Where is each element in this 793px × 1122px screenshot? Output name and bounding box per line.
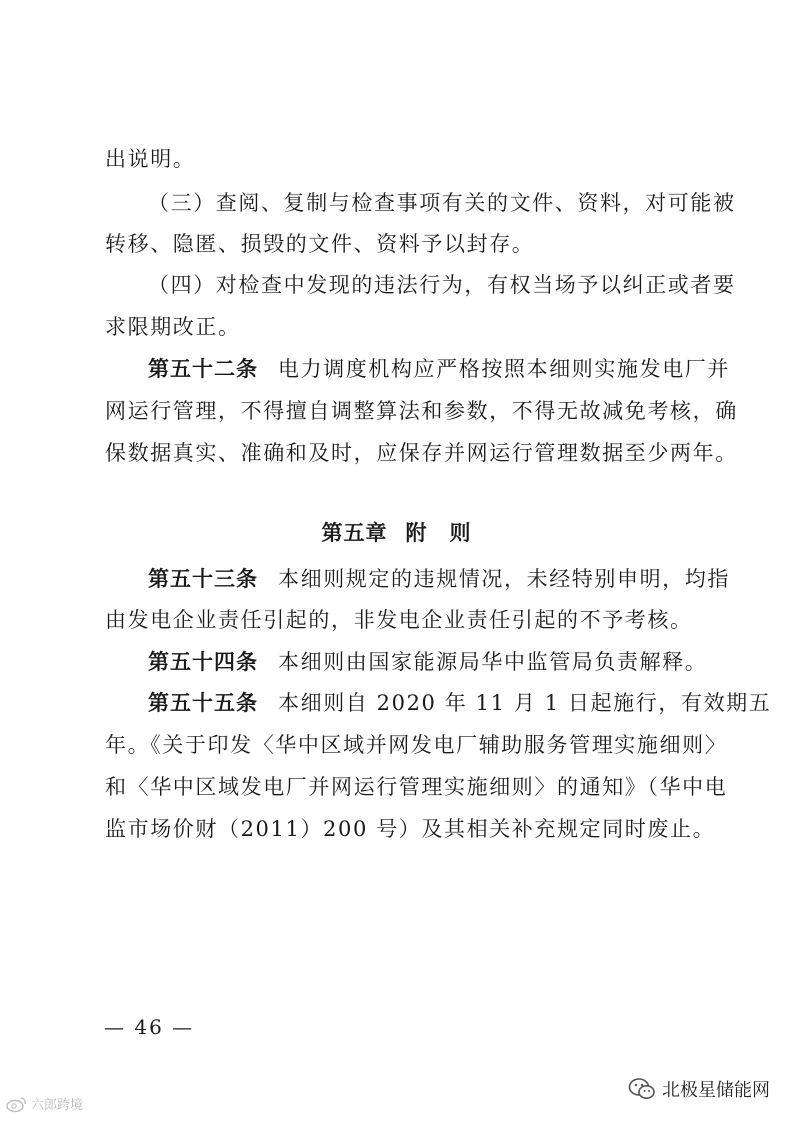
chapter-heading <box>0 518 793 548</box>
paragraph-line: 年。《关于印发〈华中区域并网发电厂辅助服务管理实施细则〉 <box>105 733 728 757</box>
chapter-title: 附 则 <box>405 521 472 545</box>
article-line <box>148 688 771 718</box>
article-line <box>148 564 730 594</box>
paragraph-line: 由发电企业责任引起的，非发电企业责任引起的不予考核。 <box>105 608 693 632</box>
article-label: 第五十四条 <box>148 650 258 674</box>
article-text: 本细则由国家能源局华中监管局负责解释。 <box>278 650 708 674</box>
wechat-logo-icon <box>628 1077 656 1101</box>
article-label: 第五十五条 <box>148 691 258 715</box>
watermark-left-text: 六郎跨境 <box>31 1098 84 1113</box>
paragraph-line: 监市场价财（2011）200 号）及其相关补充规定同时废止。 <box>105 817 716 841</box>
watermark-right <box>628 1076 770 1102</box>
watermark-right-text: 北极星储能网 <box>662 1080 770 1101</box>
paragraph-line: 求限期改正。 <box>105 315 241 339</box>
paragraph-line: 和〈华中区域发电厂并网运行管理实施细则〉的通知》（华中电 <box>105 775 728 799</box>
article-line <box>148 647 707 677</box>
article-text: 电力调度机构应严格按照本细则实施发电厂并 <box>278 357 730 381</box>
paragraph-line: 出说明。 <box>105 147 196 171</box>
paragraph-line: 保数据真实、准确和及时，应保存并网运行管理数据至少两年。 <box>105 441 738 465</box>
paragraph-line: （四）对检查中发现的违法行为，有权当场予以纠正或者要 <box>148 273 736 297</box>
paragraph-line: 转移、隐匿、损毁的文件、资料予以封存。 <box>105 232 535 256</box>
page-number: — 46 — <box>104 1015 195 1039</box>
article-text: 本细则规定的违规情况，未经特别申明，均指 <box>278 567 730 591</box>
article-label: 第五十二条 <box>148 357 258 381</box>
article-line <box>148 354 730 384</box>
article-label: 第五十三条 <box>148 567 258 591</box>
weibo-logo-icon <box>6 1095 28 1113</box>
article-text: 本细则自 2020 年 11 月 1 日起施行，有效期五 <box>278 691 772 715</box>
watermark-left <box>6 1094 83 1113</box>
paragraph-line: （三）查阅、复制与检查事项有关的文件、资料，对可能被 <box>148 191 736 215</box>
chapter-number: 第五章 <box>321 521 388 545</box>
paragraph-line: 网运行管理，不得擅自调整算法和参数，不得无故减免考核，确 <box>105 399 738 423</box>
